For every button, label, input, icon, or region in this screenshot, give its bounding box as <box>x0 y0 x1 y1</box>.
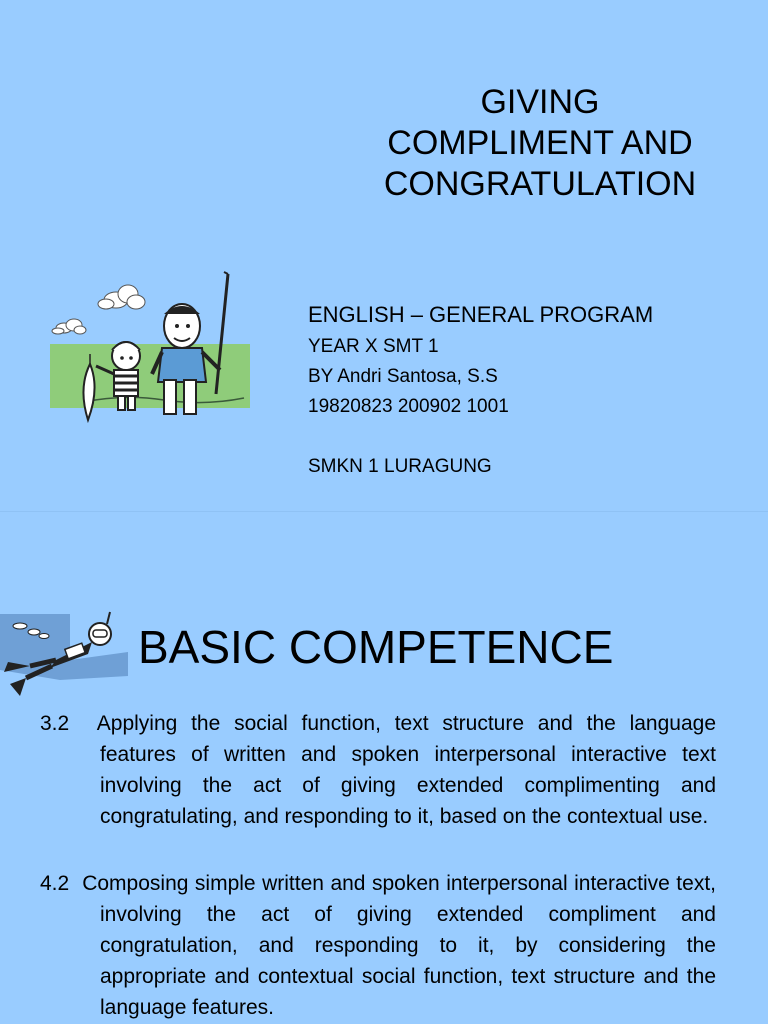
competence-text: Applying the social function, text structure and the language features of written and spoken interpersonal interactive text involving the act of giving extended complimenting and congratulating, and responding to it, based on the contextual use. <box>96 712 716 828</box>
id-number-label: 19820823 200902 1001 <box>308 396 509 417</box>
competence-number: 3.2 <box>40 712 70 735</box>
presentation-info <box>308 300 653 482</box>
section-heading: BASIC COMPETENCE <box>138 621 614 673</box>
competence-text: Composing simple written and spoken interpersonal interactive text, involving the act of giving extended compliment and congratulation, and responding to it, by considering the appropriate and contextual social function, text structure and the language features. <box>82 872 716 1019</box>
title-line-3: CONGRATULATION <box>383 164 697 203</box>
author-label: BY Andri Santosa, S.S <box>308 366 498 387</box>
competence-slide <box>0 512 768 1024</box>
title-line-1: GIVING <box>480 83 600 121</box>
father-son-fishing-illustration <box>44 270 254 430</box>
competence-item <box>40 708 716 832</box>
school-label: SMKN 1 LURAGUNG <box>308 456 492 477</box>
competence-item <box>40 868 716 1023</box>
cloud-icon <box>98 285 145 309</box>
competence-number: 4.2 <box>40 872 70 895</box>
program-label: ENGLISH – GENERAL PROGRAM <box>308 302 654 327</box>
slide-title <box>350 82 730 204</box>
small-cloud-icon <box>52 319 86 334</box>
scuba-diver-illustration <box>0 600 132 700</box>
year-label: YEAR X SMT 1 <box>308 336 439 357</box>
title-line-2: COMPLIMENT AND <box>387 123 693 162</box>
